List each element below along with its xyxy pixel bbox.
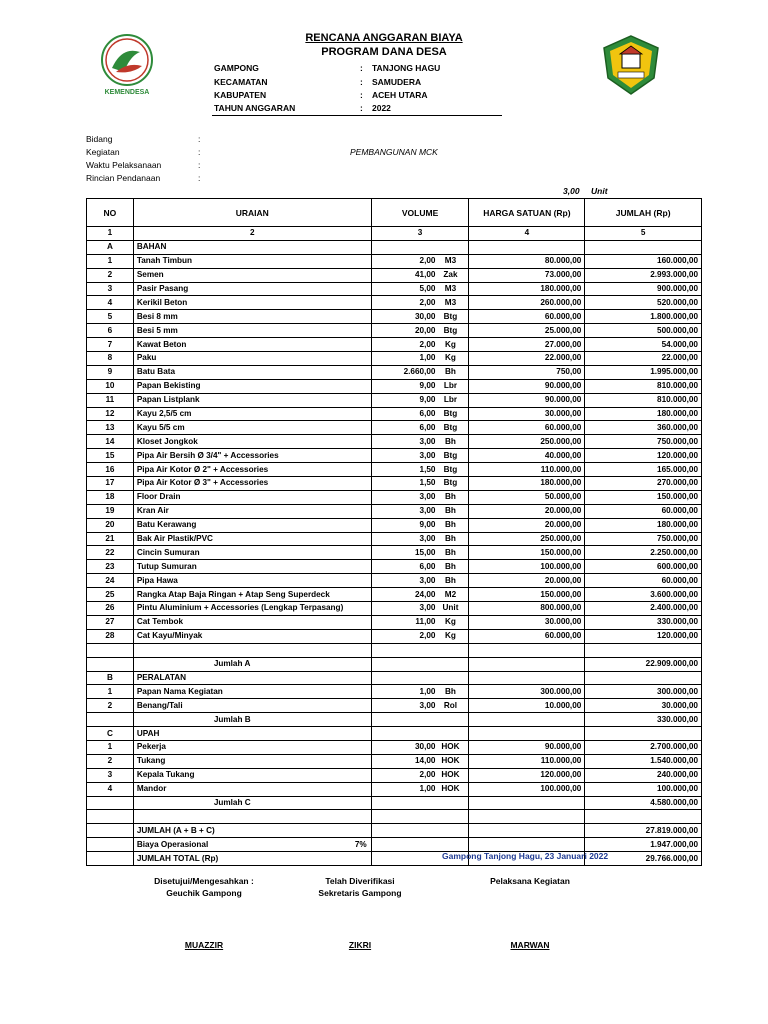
cell-no: 1 bbox=[87, 685, 134, 699]
cell-jumlah: 500.000,00 bbox=[585, 324, 702, 338]
table-row bbox=[87, 296, 702, 310]
cell-harga: 180.000,00 bbox=[469, 477, 585, 491]
cell-no: 3 bbox=[87, 768, 134, 782]
cell-uraian: Paku bbox=[133, 352, 371, 366]
cell-jumlah: 2.993.000,00 bbox=[585, 268, 702, 282]
cell-no: 14 bbox=[87, 435, 134, 449]
cell-uraian: BAHAN bbox=[133, 240, 371, 254]
cell-jumlah: 270.000,00 bbox=[585, 477, 702, 491]
cell-uraian: Batu Kerawang bbox=[133, 518, 371, 532]
table-row bbox=[87, 754, 702, 768]
table-row bbox=[87, 796, 702, 810]
cell-no: 25 bbox=[87, 588, 134, 602]
table-row bbox=[87, 838, 702, 852]
cell-volume: 1,00 HOK bbox=[371, 782, 469, 796]
cell-uraian: Pipa Hawa bbox=[133, 574, 371, 588]
cell-uraian: Pipa Air Bersih Ø 3/4" + Accessories bbox=[133, 449, 371, 463]
table-body bbox=[87, 240, 702, 865]
cell-no: 11 bbox=[87, 393, 134, 407]
cell-volume bbox=[371, 643, 469, 657]
cell-volume: 3,00 Bh bbox=[371, 435, 469, 449]
cell-harga bbox=[469, 824, 585, 838]
cell-volume bbox=[371, 727, 469, 741]
cell-volume: 20,00 Btg bbox=[371, 324, 469, 338]
cell-uraian: Tukang bbox=[133, 754, 371, 768]
cell-harga: 150.000,00 bbox=[469, 546, 585, 560]
cell-volume: 14,00 HOK bbox=[371, 754, 469, 768]
cell-jumlah: 900.000,00 bbox=[585, 282, 702, 296]
cell-volume: 2,00 Kg bbox=[371, 629, 469, 643]
table-row bbox=[87, 310, 702, 324]
cell-harga bbox=[469, 643, 585, 657]
cell-no: B bbox=[87, 671, 134, 685]
cell-harga: 60.000,00 bbox=[469, 421, 585, 435]
cell-harga: 10.000,00 bbox=[469, 699, 585, 713]
table-row bbox=[87, 685, 702, 699]
table-row bbox=[87, 574, 702, 588]
cell-jumlah bbox=[585, 671, 702, 685]
rincian-label: Rincian Pendanaan bbox=[86, 173, 161, 183]
cell-volume: 3,00 Bh bbox=[371, 504, 469, 518]
cell-jumlah: 1.947.000,00 bbox=[585, 838, 702, 852]
table-row bbox=[87, 782, 702, 796]
table-row bbox=[87, 532, 702, 546]
table-row bbox=[87, 629, 702, 643]
cell-no: 27 bbox=[87, 615, 134, 629]
place-date: Gampong Tanjong Hagu, 23 Januari 2022 bbox=[442, 851, 609, 861]
table-row bbox=[87, 463, 702, 477]
cell-uraian: Pipa Air Kotor Ø 2" + Accessories bbox=[133, 463, 371, 477]
cell-jumlah: 810.000,00 bbox=[585, 379, 702, 393]
table-row bbox=[87, 282, 702, 296]
cell-jumlah: 240.000,00 bbox=[585, 768, 702, 782]
table-row bbox=[87, 268, 702, 282]
cell-jumlah: 750.000,00 bbox=[585, 532, 702, 546]
cell-jumlah: 3.600.000,00 bbox=[585, 588, 702, 602]
cell-no: 9 bbox=[87, 365, 134, 379]
cell-uraian: Jumlah C bbox=[133, 796, 371, 810]
cell-harga: 22.000,00 bbox=[469, 352, 585, 366]
cell-jumlah: 180.000,00 bbox=[585, 407, 702, 421]
cell-uraian: Besi 8 mm bbox=[133, 310, 371, 324]
cell-uraian: Kawat Beton bbox=[133, 338, 371, 352]
cell-uraian: Papan Bekisting bbox=[133, 379, 371, 393]
cell-volume bbox=[371, 810, 469, 824]
operational-percent: 7% bbox=[354, 839, 367, 849]
cell-uraian: Rangka Atap Baja Ringan + Atap Seng Superdeck bbox=[133, 588, 371, 602]
cell-uraian: Bak Air Plastik/PVC bbox=[133, 532, 371, 546]
cell-no: 5 bbox=[87, 310, 134, 324]
cell-jumlah: 520.000,00 bbox=[585, 296, 702, 310]
table-row bbox=[87, 588, 702, 602]
cell-no: 2 bbox=[87, 699, 134, 713]
document-title: RENCANA ANGGARAN BIAYA bbox=[305, 32, 463, 44]
cell-uraian: Pasir Pasang bbox=[133, 282, 371, 296]
cell-uraian: Biaya Operasional 7% bbox=[133, 838, 371, 852]
document-subtitle: PROGRAM DANA DESA bbox=[321, 46, 447, 58]
cell-uraian: Kerikil Beton bbox=[133, 296, 371, 310]
cell-harga: 110.000,00 bbox=[469, 463, 585, 477]
table-row bbox=[87, 657, 702, 671]
cell-uraian: PERALATAN bbox=[133, 671, 371, 685]
table-row bbox=[87, 740, 702, 754]
table-row bbox=[87, 768, 702, 782]
cell-volume: 3,00 Bh bbox=[371, 490, 469, 504]
cell-harga: 800.000,00 bbox=[469, 602, 585, 616]
cell-jumlah bbox=[585, 810, 702, 824]
table-row bbox=[87, 338, 702, 352]
cell-uraian: Cat Kayu/Minyak bbox=[133, 629, 371, 643]
cell-harga bbox=[469, 838, 585, 852]
cell-harga: 100.000,00 bbox=[469, 560, 585, 574]
cell-volume: 3,00 Btg bbox=[371, 449, 469, 463]
cell-uraian: Pipa Air Kotor Ø 3" + Accessories bbox=[133, 477, 371, 491]
table-row bbox=[87, 449, 702, 463]
table-row bbox=[87, 352, 702, 366]
cell-no: 2 bbox=[87, 268, 134, 282]
cell-harga: 300.000,00 bbox=[469, 685, 585, 699]
cell-harga: 150.000,00 bbox=[469, 588, 585, 602]
cell-uraian: Pintu Aluminium + Accessories (Lengkap Terpasang) bbox=[133, 602, 371, 616]
cell-volume: 2,00 M3 bbox=[371, 254, 469, 268]
cell-jumlah: 165.000,00 bbox=[585, 463, 702, 477]
cell-volume: 15,00 Bh bbox=[371, 546, 469, 560]
cell-volume bbox=[371, 657, 469, 671]
cell-uraian: Kayu 2,5/5 cm bbox=[133, 407, 371, 421]
cell-harga: 80.000,00 bbox=[469, 254, 585, 268]
cell-volume: 9,00 Lbr bbox=[371, 379, 469, 393]
cell-volume bbox=[371, 713, 469, 727]
cell-no: 18 bbox=[87, 490, 134, 504]
column-number-row: 1 2 3 4 5 bbox=[87, 227, 702, 241]
table-row bbox=[87, 324, 702, 338]
cell-harga: 60.000,00 bbox=[469, 310, 585, 324]
table-row bbox=[87, 713, 702, 727]
cell-harga: 180.000,00 bbox=[469, 282, 585, 296]
cell-harga: 110.000,00 bbox=[469, 754, 585, 768]
table-row bbox=[87, 379, 702, 393]
cell-harga: 60.000,00 bbox=[469, 629, 585, 643]
cell-volume: 41,00 Zak bbox=[371, 268, 469, 282]
cell-uraian: Jumlah B bbox=[133, 713, 371, 727]
cell-no bbox=[87, 713, 134, 727]
cell-uraian: JUMLAH (A + B + C) bbox=[133, 824, 371, 838]
table-row bbox=[87, 699, 702, 713]
table-row bbox=[87, 615, 702, 629]
cell-harga: 30.000,00 bbox=[469, 407, 585, 421]
cell-uraian: Kepala Tukang bbox=[133, 768, 371, 782]
kegiatan-label: Kegiatan bbox=[86, 147, 120, 157]
cell-uraian bbox=[133, 810, 371, 824]
cell-no: 26 bbox=[87, 602, 134, 616]
cell-volume: 6,00 Btg bbox=[371, 421, 469, 435]
cell-volume: 9,00 Lbr bbox=[371, 393, 469, 407]
cell-volume bbox=[371, 824, 469, 838]
unit-value: 3,00 bbox=[563, 186, 580, 196]
cell-volume: 2,00 HOK bbox=[371, 768, 469, 782]
cell-harga: 260.000,00 bbox=[469, 296, 585, 310]
table-header-row bbox=[87, 199, 702, 227]
table-row bbox=[87, 490, 702, 504]
table-row bbox=[87, 727, 702, 741]
cell-harga: 20.000,00 bbox=[469, 574, 585, 588]
cell-volume: 3,00 Bh bbox=[371, 532, 469, 546]
cell-uraian: UPAH bbox=[133, 727, 371, 741]
cell-harga: 750,00 bbox=[469, 365, 585, 379]
cell-volume: 1,50 Btg bbox=[371, 477, 469, 491]
bidang-label: Bidang bbox=[86, 134, 113, 144]
cell-no: 21 bbox=[87, 532, 134, 546]
cell-no bbox=[87, 810, 134, 824]
cell-jumlah: 22.909.000,00 bbox=[585, 657, 702, 671]
cell-jumlah: 600.000,00 bbox=[585, 560, 702, 574]
cell-volume: 1,50 Btg bbox=[371, 463, 469, 477]
cell-no: 16 bbox=[87, 463, 134, 477]
cell-volume: 1,00 Bh bbox=[371, 685, 469, 699]
cell-no: 7 bbox=[87, 338, 134, 352]
col-header-volume: VOLUME bbox=[371, 199, 469, 227]
cell-harga: 40.000,00 bbox=[469, 449, 585, 463]
cell-uraian: Cat Tembok bbox=[133, 615, 371, 629]
cell-no: 28 bbox=[87, 629, 134, 643]
cell-jumlah: 30.000,00 bbox=[585, 699, 702, 713]
cell-no bbox=[87, 852, 134, 866]
col-header-harga: HARGA SATUAN (Rp) bbox=[469, 199, 585, 227]
cell-no: C bbox=[87, 727, 134, 741]
cell-volume: 6,00 Bh bbox=[371, 560, 469, 574]
cell-no: 4 bbox=[87, 782, 134, 796]
cell-harga: 25.000,00 bbox=[469, 324, 585, 338]
cell-volume bbox=[371, 838, 469, 852]
cell-volume: 9,00 Bh bbox=[371, 518, 469, 532]
table-row bbox=[87, 393, 702, 407]
cell-uraian: Besi 5 mm bbox=[133, 324, 371, 338]
cell-no: 12 bbox=[87, 407, 134, 421]
table-row bbox=[87, 407, 702, 421]
cell-no: 17 bbox=[87, 477, 134, 491]
cell-volume: 2,00 Kg bbox=[371, 338, 469, 352]
cell-jumlah: 160.000,00 bbox=[585, 254, 702, 268]
cell-uraian: Papan Nama Kegiatan bbox=[133, 685, 371, 699]
cell-no: 1 bbox=[87, 740, 134, 754]
cell-jumlah: 1.540.000,00 bbox=[585, 754, 702, 768]
cell-no: 2 bbox=[87, 754, 134, 768]
cell-uraian: Mandor bbox=[133, 782, 371, 796]
table-row bbox=[87, 518, 702, 532]
cell-jumlah: 54.000,00 bbox=[585, 338, 702, 352]
cell-harga: 20.000,00 bbox=[469, 504, 585, 518]
signature-block-sekretaris: Telah Diverifikasi Sekretaris Gampong bbox=[318, 876, 402, 898]
cell-uraian: Pekerja bbox=[133, 740, 371, 754]
cell-volume: 24,00 M2 bbox=[371, 588, 469, 602]
cell-volume: 2,00 M3 bbox=[371, 296, 469, 310]
cell-harga: 30.000,00 bbox=[469, 615, 585, 629]
cell-no: 6 bbox=[87, 324, 134, 338]
cell-volume: 5,00 M3 bbox=[371, 282, 469, 296]
cell-jumlah bbox=[585, 240, 702, 254]
cell-uraian: Tanah Timbun bbox=[133, 254, 371, 268]
table-row bbox=[87, 671, 702, 685]
signer-name-pelaksana: MARWAN bbox=[510, 940, 550, 950]
cell-volume: 3,00 Bh bbox=[371, 574, 469, 588]
cell-no bbox=[87, 796, 134, 810]
signer-name-geuchik: MUAZZIR bbox=[184, 940, 224, 950]
cell-uraian: Kran Air bbox=[133, 504, 371, 518]
cell-harga: 73.000,00 bbox=[469, 268, 585, 282]
waktu-label: Waktu Pelaksanaan bbox=[86, 160, 162, 170]
cell-jumlah: 2.400.000,00 bbox=[585, 602, 702, 616]
cell-volume: 3,00 Unit bbox=[371, 602, 469, 616]
cell-no bbox=[87, 838, 134, 852]
cell-volume: 30,00 Btg bbox=[371, 310, 469, 324]
cell-no: 19 bbox=[87, 504, 134, 518]
cell-uraian: Floor Drain bbox=[133, 490, 371, 504]
table-row bbox=[87, 435, 702, 449]
cell-jumlah bbox=[585, 643, 702, 657]
cell-jumlah: 4.580.000,00 bbox=[585, 796, 702, 810]
table-row bbox=[87, 824, 702, 838]
cell-harga bbox=[469, 713, 585, 727]
cell-jumlah: 60.000,00 bbox=[585, 574, 702, 588]
cell-no: 1 bbox=[87, 254, 134, 268]
signature-block-geuchik: Disetujui/Mengesahkan : Geuchik Gampong bbox=[154, 876, 254, 898]
cell-harga: 90.000,00 bbox=[469, 379, 585, 393]
svg-text:KEMENDESA: KEMENDESA bbox=[104, 89, 150, 96]
table-row bbox=[87, 643, 702, 657]
cell-harga: 90.000,00 bbox=[469, 393, 585, 407]
cell-volume: 11,00 Kg bbox=[371, 615, 469, 629]
cell-no: 23 bbox=[87, 560, 134, 574]
table-row bbox=[87, 560, 702, 574]
cell-jumlah: 180.000,00 bbox=[585, 518, 702, 532]
cell-jumlah: 810.000,00 bbox=[585, 393, 702, 407]
table-row bbox=[87, 504, 702, 518]
cell-harga bbox=[469, 727, 585, 741]
cell-jumlah: 360.000,00 bbox=[585, 421, 702, 435]
cell-jumlah: 120.000,00 bbox=[585, 449, 702, 463]
cell-jumlah: 2.700.000,00 bbox=[585, 740, 702, 754]
cell-no: 8 bbox=[87, 352, 134, 366]
cell-volume: 30,00 HOK bbox=[371, 740, 469, 754]
cell-jumlah: 60.000,00 bbox=[585, 504, 702, 518]
cell-volume: 1,00 Kg bbox=[371, 352, 469, 366]
cell-jumlah: 1.995.000,00 bbox=[585, 365, 702, 379]
cell-uraian: Benang/Tali bbox=[133, 699, 371, 713]
cell-harga bbox=[469, 796, 585, 810]
cell-uraian: Kloset Jongkok bbox=[133, 435, 371, 449]
col-header-no: NO bbox=[87, 199, 134, 227]
cell-no bbox=[87, 657, 134, 671]
cell-jumlah: 300.000,00 bbox=[585, 685, 702, 699]
unit-label: Unit bbox=[591, 186, 608, 196]
cell-harga: 250.000,00 bbox=[469, 532, 585, 546]
cell-no: 10 bbox=[87, 379, 134, 393]
cell-jumlah: 1.800.000,00 bbox=[585, 310, 702, 324]
budget-table bbox=[86, 198, 702, 866]
cell-volume bbox=[371, 796, 469, 810]
col-header-uraian: URAIAN bbox=[133, 199, 371, 227]
cell-jumlah bbox=[585, 727, 702, 741]
cell-volume: 6,00 Btg bbox=[371, 407, 469, 421]
cell-harga: 90.000,00 bbox=[469, 740, 585, 754]
cell-uraian: Tutup Sumuran bbox=[133, 560, 371, 574]
cell-jumlah: 330.000,00 bbox=[585, 713, 702, 727]
cell-jumlah: 100.000,00 bbox=[585, 782, 702, 796]
cell-harga bbox=[469, 671, 585, 685]
cell-uraian: Kayu 5/5 cm bbox=[133, 421, 371, 435]
cell-jumlah: 750.000,00 bbox=[585, 435, 702, 449]
kegiatan-value: PEMBANGUNAN MCK bbox=[350, 147, 438, 157]
cell-jumlah: 120.000,00 bbox=[585, 629, 702, 643]
cell-no: A bbox=[87, 240, 134, 254]
cell-no: 22 bbox=[87, 546, 134, 560]
signer-name-sekretaris: ZIKRI bbox=[348, 940, 372, 950]
cell-jumlah: 27.819.000,00 bbox=[585, 824, 702, 838]
cell-volume: 3,00 Rol bbox=[371, 699, 469, 713]
signature-block-pelaksana: Pelaksana Kegiatan bbox=[490, 876, 570, 886]
col-header-jumlah: JUMLAH (Rp) bbox=[585, 199, 702, 227]
cell-harga bbox=[469, 240, 585, 254]
cell-volume: 2.660,00 Bh bbox=[371, 365, 469, 379]
table-row bbox=[87, 421, 702, 435]
header-divider bbox=[212, 115, 502, 116]
cell-uraian: Batu Bata bbox=[133, 365, 371, 379]
cell-uraian: Cincin Sumuran bbox=[133, 546, 371, 560]
cell-no bbox=[87, 643, 134, 657]
table-row bbox=[87, 852, 702, 866]
cell-jumlah: 29.766.000,00 bbox=[585, 852, 702, 866]
cell-jumlah: 22.000,00 bbox=[585, 352, 702, 366]
table-row bbox=[87, 365, 702, 379]
cell-jumlah: 150.000,00 bbox=[585, 490, 702, 504]
cell-harga bbox=[469, 657, 585, 671]
cell-harga: 100.000,00 bbox=[469, 782, 585, 796]
cell-volume bbox=[371, 671, 469, 685]
cell-no: 24 bbox=[87, 574, 134, 588]
cell-no bbox=[87, 824, 134, 838]
cell-harga bbox=[469, 810, 585, 824]
table-row bbox=[87, 477, 702, 491]
cell-no: 4 bbox=[87, 296, 134, 310]
table-row bbox=[87, 254, 702, 268]
cell-jumlah: 330.000,00 bbox=[585, 615, 702, 629]
cell-uraian: Papan Listplank bbox=[133, 393, 371, 407]
cell-harga: 120.000,00 bbox=[469, 768, 585, 782]
cell-no: 13 bbox=[87, 421, 134, 435]
cell-uraian: Semen bbox=[133, 268, 371, 282]
cell-harga: 50.000,00 bbox=[469, 490, 585, 504]
table-row bbox=[87, 810, 702, 824]
cell-uraian: Jumlah A bbox=[133, 657, 371, 671]
cell-harga: 250.000,00 bbox=[469, 435, 585, 449]
cell-no: 20 bbox=[87, 518, 134, 532]
cell-harga: 27.000,00 bbox=[469, 338, 585, 352]
cell-harga: 20.000,00 bbox=[469, 518, 585, 532]
cell-volume bbox=[371, 240, 469, 254]
cell-no: 3 bbox=[87, 282, 134, 296]
table-row bbox=[87, 240, 702, 254]
cell-jumlah: 2.250.000,00 bbox=[585, 546, 702, 560]
cell-uraian: JUMLAH TOTAL (Rp) bbox=[133, 852, 371, 866]
cell-uraian bbox=[133, 643, 371, 657]
cell-no: 15 bbox=[87, 449, 134, 463]
table-row bbox=[87, 602, 702, 616]
table-row bbox=[87, 546, 702, 560]
